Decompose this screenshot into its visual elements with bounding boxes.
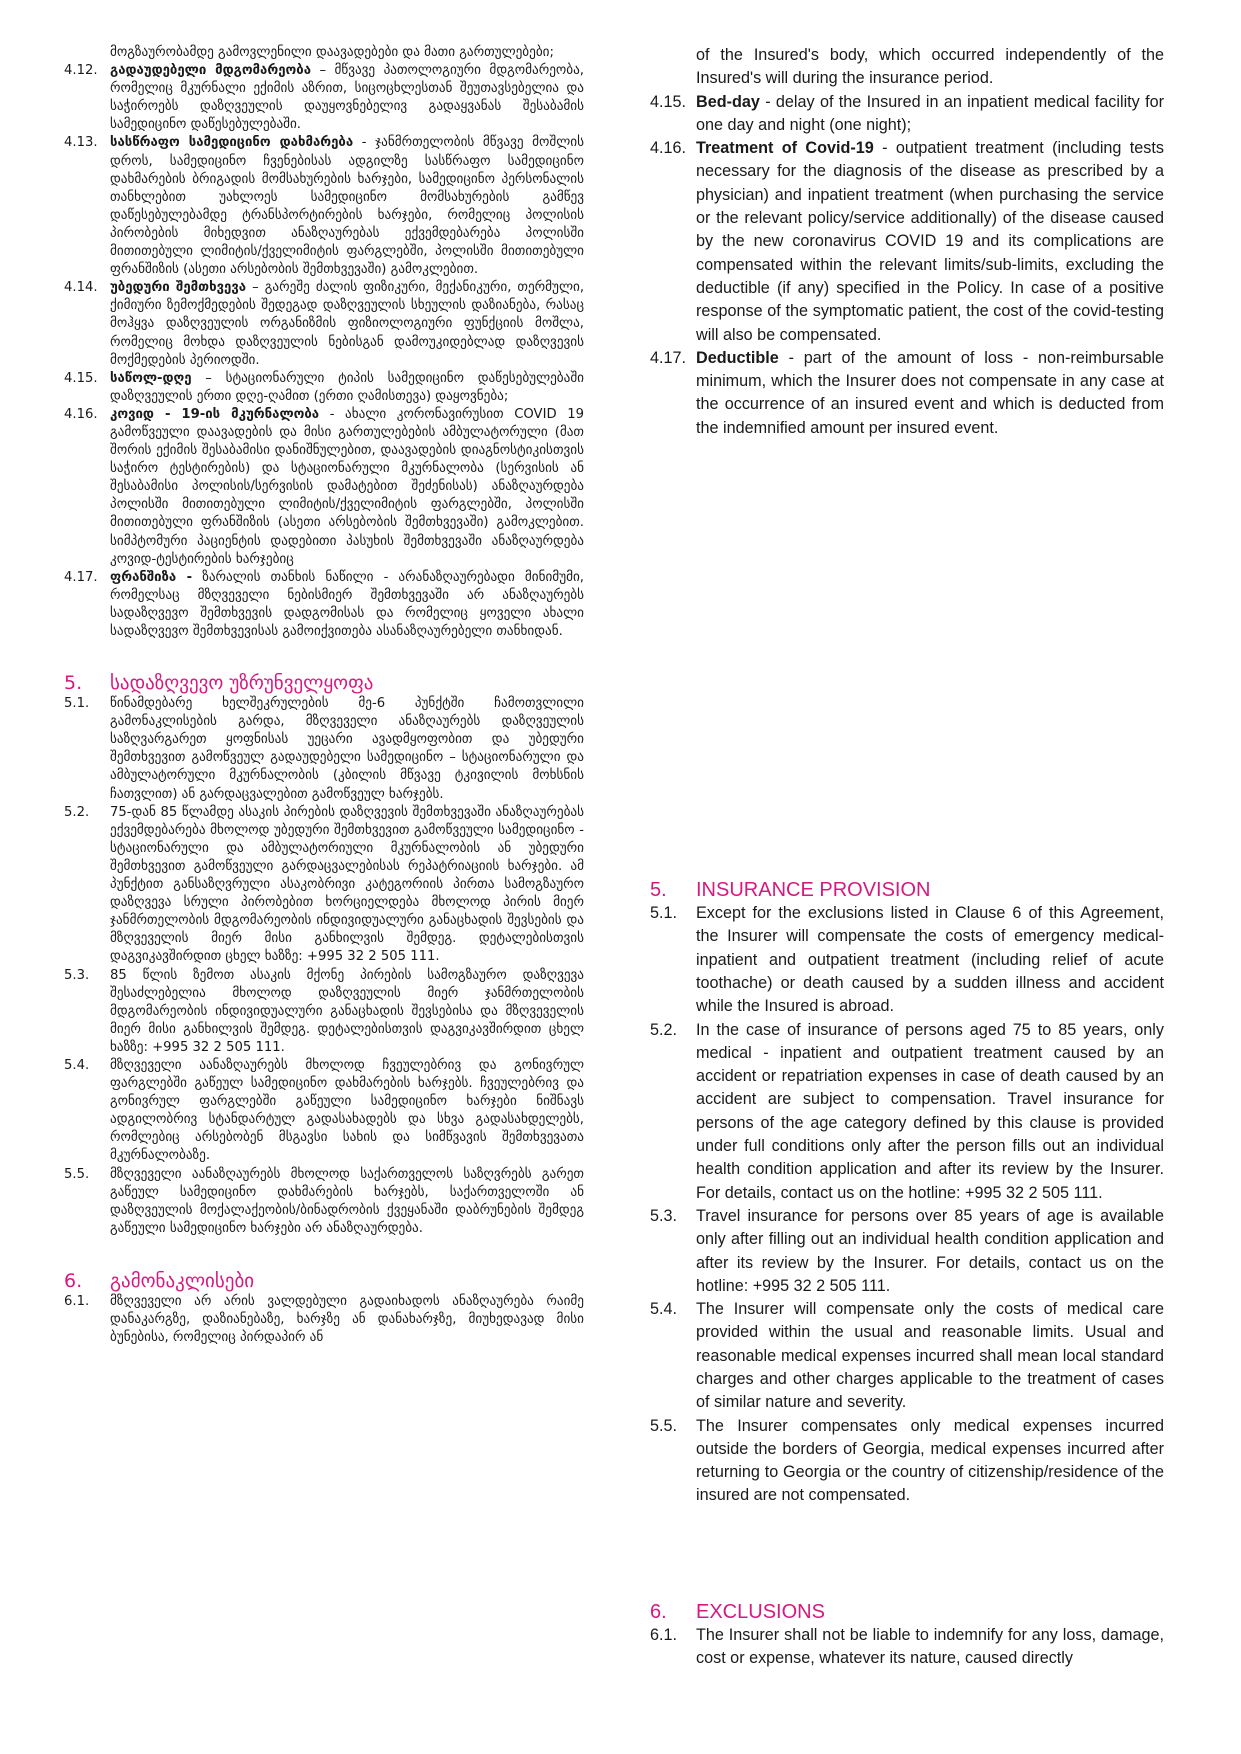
- clause-item: [64, 1166, 584, 1238]
- clause-text: Treatment of Covid-19 - outpatient treatment (including tests necessary for the diagnosis of the disease as prescribed by a physician) and inpatient treatment (when purchasing the service or the relevant policy/service additionally) of the disease caused by the new coronavirus COVID 19 and its complications are compensated within the relevant limits/sub-limits, excluding the deductible (if any) specified in the Policy. In case of a positive response of the symptomatic patient, the cost of the covid-testing will also be compensated.: [696, 139, 1164, 344]
- section-title: სადაზღვევო უზრუნველყოფა: [110, 672, 374, 695]
- clause-text: უბედური შემთხვევა – გარეშე ძალის ფიზიკური, მექანიკური, თერმული, ქიმიური ზემოქმედების შედეგად დაზღვეულის სხეულის დაზიანება, რასაც მოჰყვა დაზღვეულის ორგანიზმის ფიზიოლოგიური ფუნქციის მოშლა, რომელიც მოხდა დაზღვეულის ნებისგან დამოუკიდებლად დაზღვევის მოქმედების პერიოდში.: [110, 280, 585, 368]
- definition-item: [64, 62, 584, 134]
- section-title: EXCLUSIONS: [696, 1600, 825, 1623]
- section-heading: [650, 1600, 1164, 1624]
- clause-text: მზღვეველი არ არის ვალდებული გადაიხადოს ანაზღაურება რაიმე დანაკარგზე, დაზიანებაზე, ხარჯზე ან დანახარჯზე, მიუხედავად მისი ბუნებისა, რომელიც პირდაპირ ან: [110, 1293, 584, 1346]
- clause-number: 4.16.: [64, 406, 98, 422]
- definition-item: [650, 347, 1164, 440]
- clause-text: The Insurer will compensate only the costs of medical care provided within the usual and reasonable limits. Usual and reasonable medical expenses incurred shall mean local standard charges and other charges applicable to the treatment of cases of similar nature and severity.: [696, 1300, 1164, 1412]
- continued-text: მოგზაურობამდე გამოვლენილი დაავადებები და მათი გართულებები;: [110, 45, 554, 60]
- clause-item: [650, 1019, 1164, 1205]
- clause-item: [64, 1293, 584, 1347]
- defined-term: Deductible: [696, 348, 779, 367]
- section-heading: [64, 1269, 584, 1293]
- clause-number: 5.2.: [650, 1020, 678, 1039]
- clause-number: 4.14.: [64, 280, 98, 296]
- definition-item: [64, 370, 584, 406]
- clause-item: [650, 1415, 1164, 1508]
- section-heading: [64, 671, 584, 695]
- clause-number: 4.17.: [650, 348, 687, 367]
- clause-text: წინამდებარე ხელშეკრულების მე-6 პუნქტში ჩამოთვლილი გამონაკლისების გარდა, მზღვეველი ანაზღაურებს დაზღვეულის საზღვარგარეთ ყოფნისას უეცარი ავადმყოფობით და უბედური შემთხვევით გამოწვეულ გადაუდებელი სამედიცინო – სტაციონარული და ამბულატორული მკურნალობის (კბილის მწვავე ტკივილის მოხსნის ჩათვლით) ან გარდაცვალებით გამოწვეულ ხარჯებს.: [110, 696, 584, 802]
- clause-number: 4.15.: [650, 92, 687, 111]
- clause-item: [650, 1298, 1164, 1414]
- clause-number: 5.1.: [64, 696, 90, 712]
- clause-item: [64, 1057, 584, 1166]
- clause-number: 5.3.: [64, 967, 90, 983]
- clause-item: [64, 967, 584, 1057]
- clause-number: 5.3.: [650, 1206, 678, 1225]
- defined-term: უბედური შემთხვევა: [110, 280, 247, 296]
- clause-number: 5.1.: [650, 904, 678, 923]
- section-title: გამონაკლისები: [110, 1269, 255, 1292]
- section-heading: [650, 878, 1164, 902]
- clause-item: [64, 804, 584, 967]
- clause-number: 4.15.: [64, 370, 98, 386]
- section-number: 5.: [650, 879, 667, 902]
- clause-text: სასწრაფო სამედიცინო დახმარება - ჯანმრთელობის მწვავე მოშლის დროს, სამედიცინო ჩვენებისას ადგილზე სასწრაფო სამედიცინო დახმარების ბრიგადის მომსახურების ხარჯები, სამედიცინო პერსონალის თანხლებით უახლოეს სამედიცინო მომსახურების გამწევ დაწესებულებამდე ტრანსპორტირების ხარჯები, რომელიც პოლისის პირობების მიხედვით ანაზღაურებას ექვემდებარება პოლისში მითითებული ლიმიტის/ქველიმიტის ფარგლებში, პოლისში მითითებული ფრანშიზის (ასეთი არსებობის შემთხვევაში) გამოკლებით.: [110, 135, 584, 278]
- clause-number: 5.2.: [64, 804, 90, 820]
- defined-term: ფრანშიზა -: [110, 569, 193, 585]
- clause-number: 6.1.: [650, 1625, 678, 1644]
- clause-number: 5.5.: [64, 1166, 90, 1182]
- clause-item: [650, 902, 1164, 1018]
- definition-item: [64, 279, 584, 369]
- section-title: INSURANCE PROVISION: [696, 879, 931, 902]
- definition-item: [64, 406, 584, 569]
- clause-text: ფრანშიზა - ზარალის თანხის ნაწილი - არანაზღაურებადი მინიმუმი, რომელსაც მზღვეველი ნებისმიერ შემთხვევაში არ ანაზღაურებს სადაზღვევო შემთხვევის დადგომისას და რომელიც ყოველი ახალი სადაზღვევო შემთხვევისას გამოიქვითება ასანაზღაურებელი თანხიდან.: [110, 569, 584, 639]
- clause-text: საწოლ-დღე – სტაციონარული ტიპის სამედიცინო დაწესებულებაში დაზღვეულის ერთი დღე-ღამით (ერთი ღამისთევა) დაყოვნება;: [110, 370, 584, 404]
- section-number: 6.: [64, 1269, 83, 1292]
- english-column: [650, 44, 1164, 1670]
- section-number: 5.: [64, 672, 83, 695]
- clause-number: 5.4.: [64, 1057, 90, 1073]
- section-number: 6.: [650, 1600, 667, 1623]
- definition-item: [64, 134, 584, 279]
- clause-text: The Insurer compensates only medical expenses incurred outside the borders of Georgia, medical expenses incurred after returning to Georgia or the country of citizenship/residence of the insured are not compensated.: [696, 1416, 1164, 1505]
- defined-term: კოვიდ - 19-ის მკურნალობა: [110, 406, 320, 422]
- clause-text: Travel insurance for persons over 85 years of age is available only after filling out an individual health condition application and after its review by the Insurer. For details, contact us on the hotline: +995 32 2 505 111.: [696, 1206, 1164, 1295]
- clause-number: 4.16.: [650, 139, 687, 158]
- defined-term: საწოლ-დღე: [110, 370, 192, 386]
- definition-item: [650, 137, 1164, 347]
- defined-term: სასწრაფო სამედიცინო დახმარება: [110, 135, 354, 151]
- clause-number: 5.4.: [650, 1300, 678, 1319]
- clause-text: მზღვეველი აანაზღაურებს მხოლოდ ჩვეულებრივ და გონივრულ ფარგლებში გაწეულ სამედიცინო დახმარების ხარჯებს. ჩვეულებრივ და გონივრულ ფარგლებში გაწეული სამედიცინო ხარჯები ნიშნავს ადგილობრივ სტანდარტულ გადასახადებს და სხვა გადასახდელებს, რომლებიც არსებობენ მსგავსი სახის და სიმწვავის შემთხვევათა მკურნალობაზე.: [110, 1057, 584, 1164]
- clause-text: 75-დან 85 წლამდე ასაკის პირების დაზღვევის შემთხვევაში ანაზღაურებას ექვემდებარება მხოლოდ უბედური შემთხვევით გამოწვეული სამედიცინო - სტაციონარული და ამბულატორიული მკურნალობის ან უბედური შემთხვევით გამოწვეული გარდაცვალებისას რეპატრიაციის ხარჯები. ამ პუნქტით განსაზღვრული ასაკობრივი კატეგორიის პირთა სამოგზაურო დაზღვევა სრული პირობებით ხორციელდება მხოლოდ პირის მიერ ჯანმრთელობის მდგომარეობის ინდივიდუალური განაცხადის შევსების და მზღვეველის მიერ მისი განხილვის შემდეგ. დეტალებისთვის დაგვიკავშირდით ცხელ ხაზზე: +995 32 2 505 111.: [110, 804, 584, 965]
- clause-text: Deductible - part of the amount of loss - non-reimbursable minimum, which the Insurer does not compensate in any case at the occurrence of an insured event and which is deducted from the indemnified amount per insured event.: [696, 348, 1164, 437]
- clause-text: მზღვეველი აანაზღაურებს მხოლოდ საქართველოს საზღვრებს გარეთ გაწეულ სამედიცინო დახმარების ხარჯებს, საქართველოში ან დაზღვეულის მოქალაქეობის/ბინადრობის ქვეყანაში დაბრუნების შემდეგ გაწეული სამედიცინო ხარჯები არ ანაზღაურდება.: [110, 1166, 584, 1236]
- continued-text: of the Insured's body, which occurred independently of the Insured's will during the insurance period.: [696, 46, 1164, 88]
- clause-text: გადაუდებელი მდგომარეობა – მწვავე პათოლოგიური მდგომარეობა, რომელიც მკურნალი ექიმის აზრით, სიცოცხლესთან შეუთავსებელია და საჭიროებს დაზღვეულის დაუყოვნებელივ გადაყვანას შესაბამის სამედიცინო დაწესებულებაში.: [110, 63, 584, 133]
- clause-text: Except for the exclusions listed in Clause 6 of this Agreement, the Insurer will compensate the costs of emergency medical-inpatient and outpatient treatment (including relief of acute toothache) or death caused by a sudden illness and accident while the Insured is abroad.: [696, 904, 1164, 1016]
- clause-item: [650, 1624, 1164, 1671]
- defined-term: Bed-day: [696, 92, 760, 111]
- clause-number: 6.1.: [64, 1293, 90, 1309]
- clause-number: 5.5.: [650, 1416, 678, 1435]
- definition-item: [650, 91, 1164, 138]
- clause-text: კოვიდ - 19-ის მკურნალობა - ახალი კორონავირუსით COVID 19 გამოწვეული დაავადების და მისი გართულებების ამბულატორული (მათ შორის ექიმის შესაბამისი დანიშნულებით, დაავადების დიაგნოსტიკისთვის საჭირო ტესტირების) და სტაციონარული მკურნალობა (სერვისის ან შესაბამისი პოლისის/სერვისის დამატებით შეძენისას) ანაზღაურდება პოლისში მითითებული ლიმიტის/ქველიმიტის ფარგლებში, პოლისში მითითებული ფრანშიზის (ასეთი არსებობის შემთხვევაში) გამოკლებით. სიმპტომური პაციენტის დადებითი პასუხის შემთხვევაში ანაზღაურდება კოვიდ-ტესტირების ხარჯებიც: [110, 406, 584, 567]
- clause-text: In the case of insurance of persons aged 75 to 85 years, only medical - inpatient and outpatient treatment caused by an accident or repatriation expenses in case of death caused by an accident are subject to compensation. Travel insurance for persons of the age category defined by this clause is provided under full conditions only after the person fills out an individual health condition application and after its review by the Insurer. For details, contact us on the hotline: +995 32 2 505 111.: [696, 1020, 1164, 1202]
- clause-number: 4.13.: [64, 135, 98, 151]
- defined-term: გადაუდებელი მდგომარეობა: [110, 63, 312, 79]
- definition-item: [64, 569, 584, 641]
- clause-number: 4.17.: [64, 569, 98, 585]
- clause-item: [650, 1205, 1164, 1298]
- clause-text: Bed-day - delay of the Insured in an inpatient medical facility for one day and night (one night);: [696, 92, 1164, 134]
- clause-text: 85 წლის ზემოთ ასაკის მქონე პირების სამოგზაურო დაზღვევა შესაძლებელია მხოლოდ დაზღვეულის მიერ ჯანმრთელობის მდგომარეობის ინდივიდუალური განაცხადის შევსებისა და მზღვეველის მიერ მისი განხილვის შემდეგ. დეტალებისთვის დაგვიკავშირდით ცხელ ხაზზე: +995 32 2 505 111.: [110, 967, 584, 1055]
- georgian-column: [64, 44, 584, 1347]
- clause-item: [64, 695, 584, 804]
- clause-text: The Insurer shall not be liable to indemnify for any loss, damage, cost or expense, whatever its nature, caused directly: [696, 1625, 1164, 1668]
- defined-term: Treatment of Covid-19: [696, 139, 874, 158]
- clause-number: 4.12.: [64, 63, 98, 79]
